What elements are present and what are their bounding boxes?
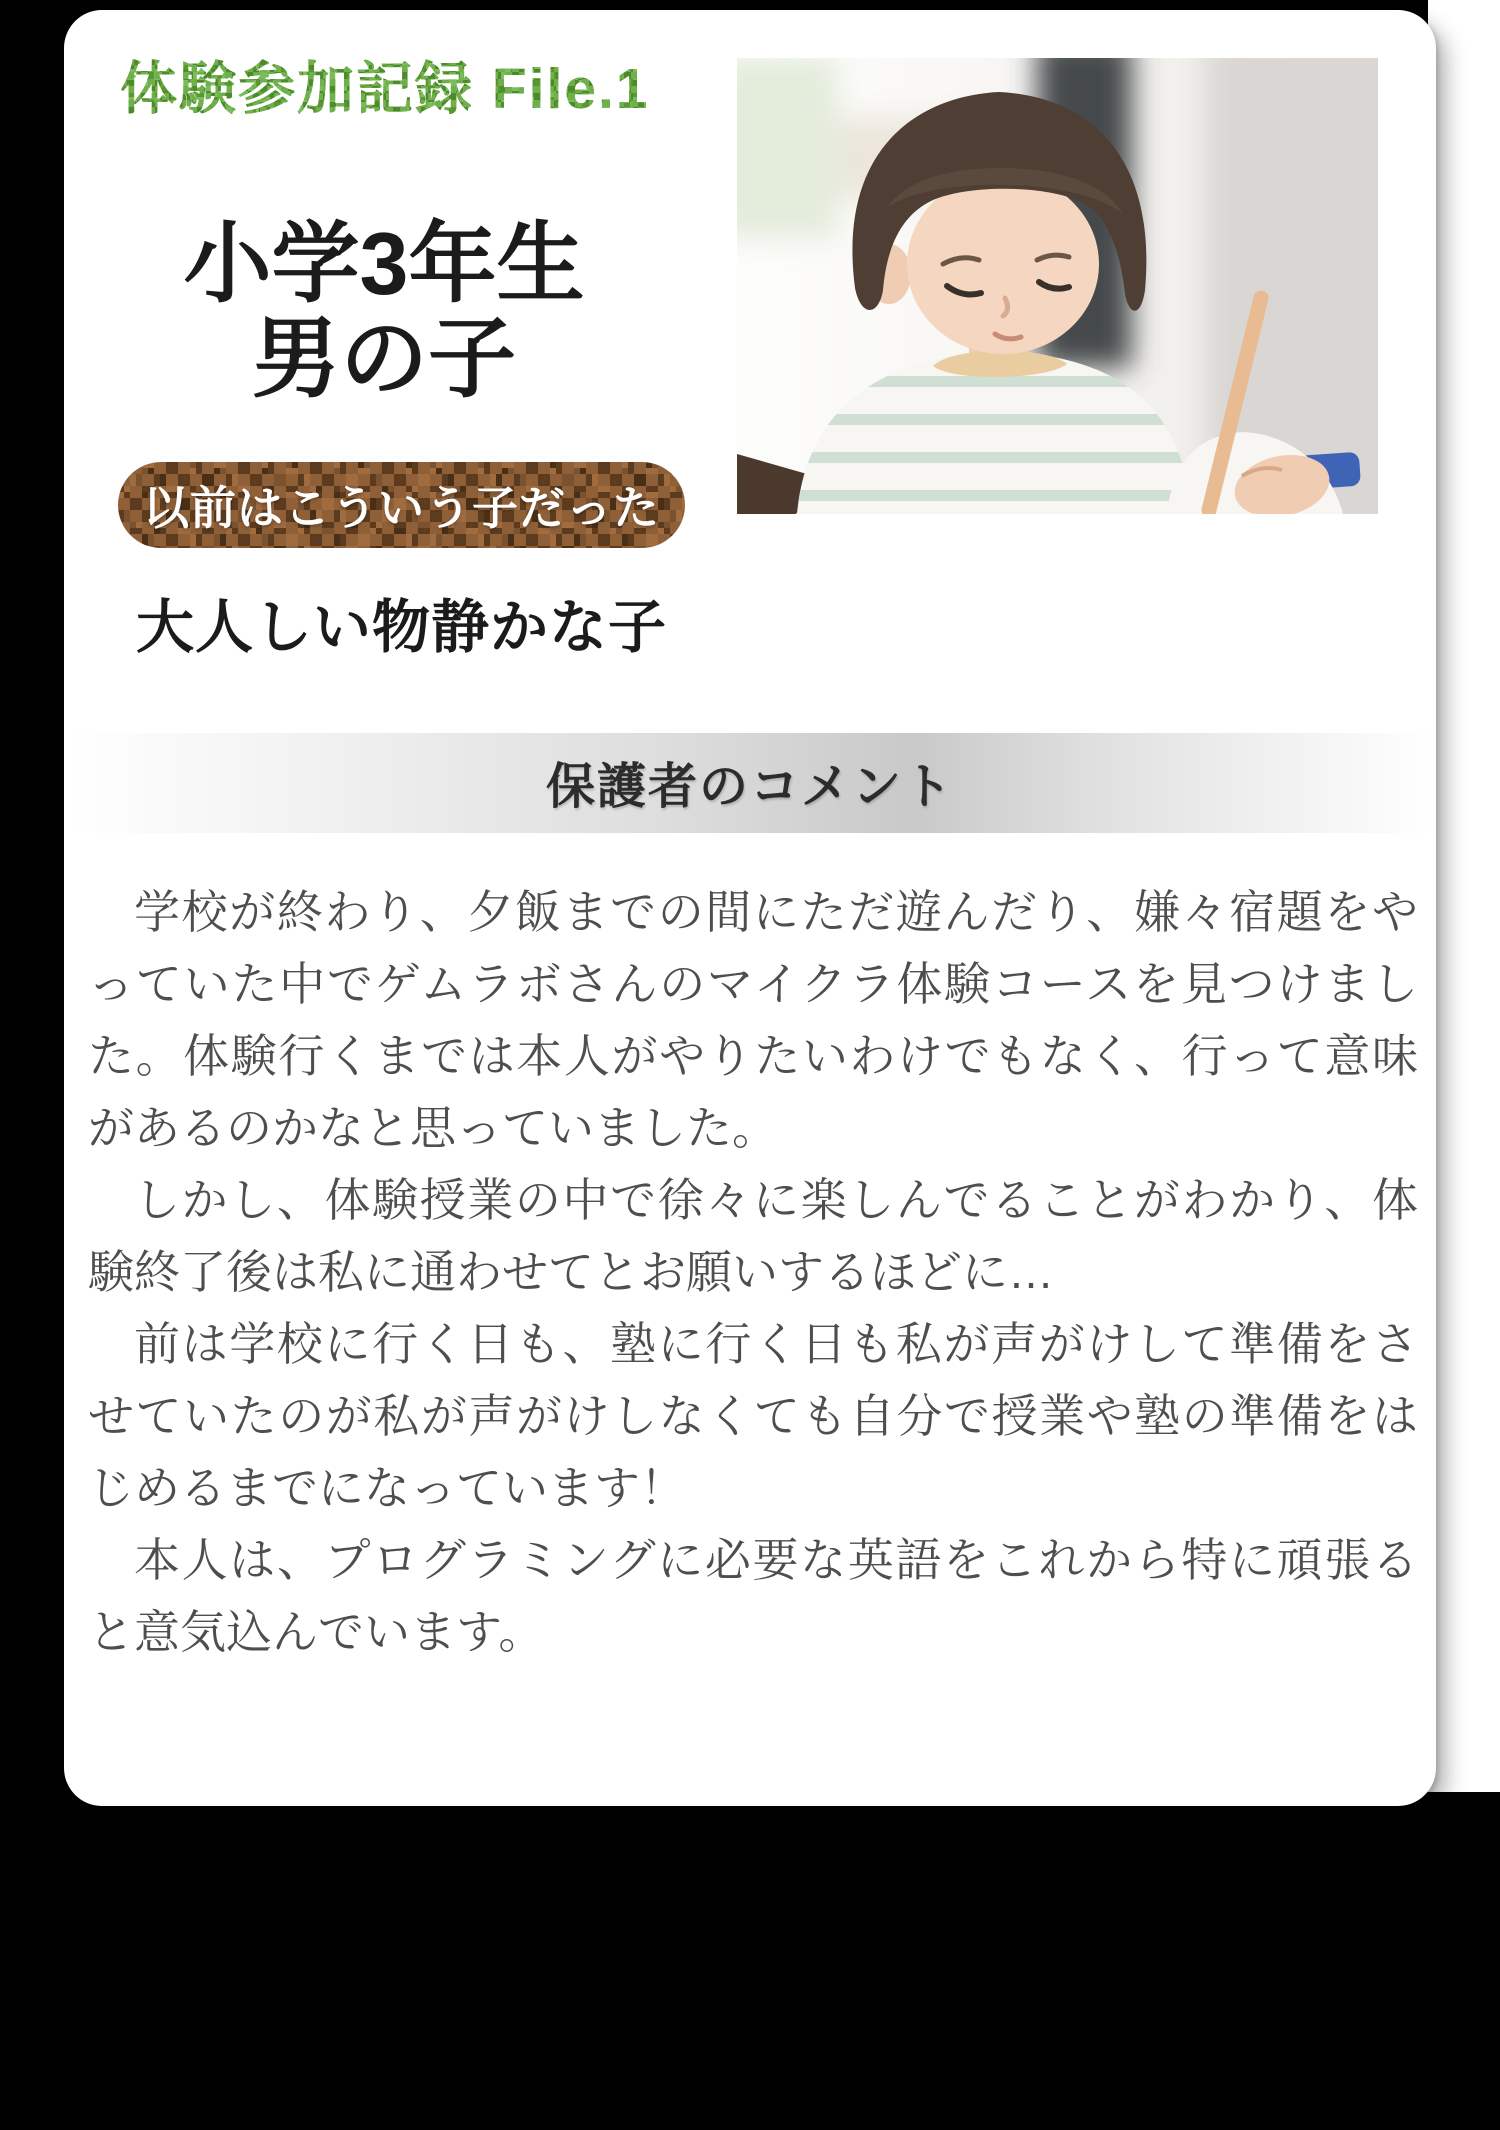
comment-paragraph: しかし、体験授業の中で徐々に楽しんでることがわかり、体験終了後は私に通わせてとお願いするほどに… [88,1174,1418,1298]
comment-heading: 保護者のコメント [545,760,954,814]
comment-paragraph: 学校が終わり、夕飯までの間にただ遊んだり、嫌々宿題をやっていた中でゲムラボさんのマイクラ体験コースを見つけました。体験行くまでは本人がやりたいわけでもなく、行って意味があるのかなと思っていました。 [88,886,1418,1154]
record-card [64,10,1436,1806]
grade-line1: 小学3年生 [183,214,585,313]
comment-banner [64,733,1436,833]
comment-paragraph: 本人は、プログラミングに必要な英語をこれから特に頑張ると意気込んでいます。 [88,1534,1418,1658]
boy-writing-illustration [737,58,1378,514]
boy-writing-photo [737,58,1378,514]
comment-paragraph: 前は学校に行く日も、塾に行く日も私が声がけして準備をさせていたのが私が声がけしなくても自分で授業や塾の準備をはじめるまでになっています！ [88,1318,1418,1514]
grade-heading [64,214,704,409]
before-badge [118,462,685,548]
file-label: 体験参加記録 File.1 [120,57,650,121]
before-description: 大人しい物静かな子 [135,595,667,660]
before-badge-label: 以前はこういう子だった [143,482,660,534]
comment-body [88,876,1418,1668]
right-margin-white [1428,0,1500,1792]
grade-line2: 男の子 [251,309,516,409]
